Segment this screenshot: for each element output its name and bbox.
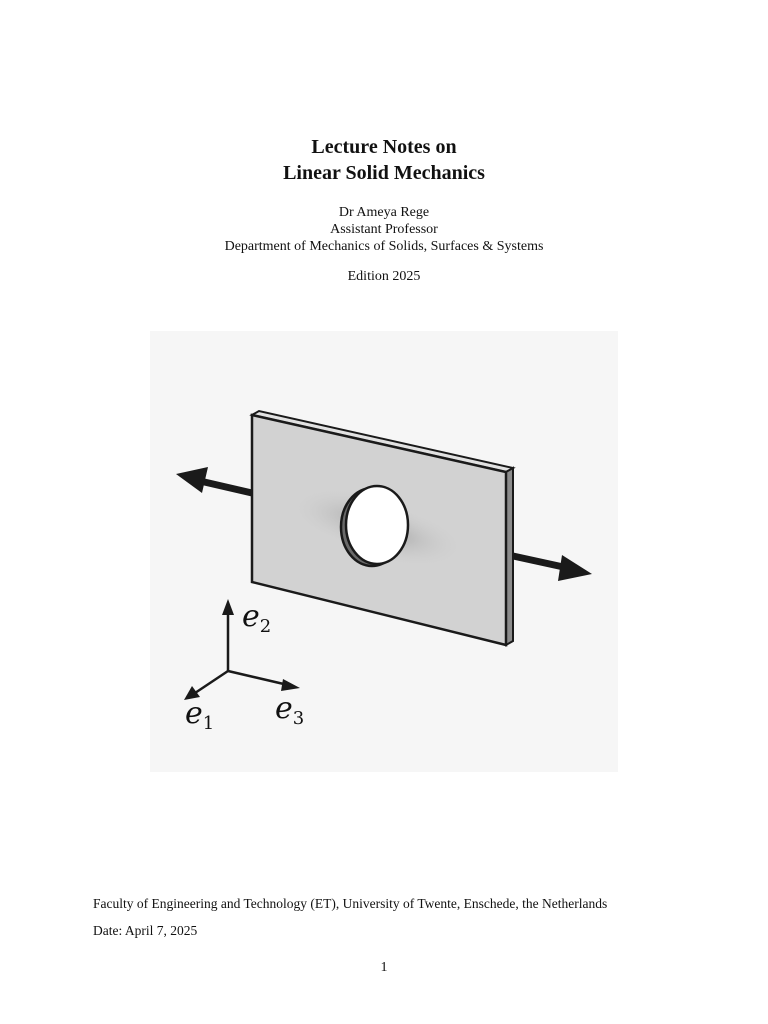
author-department: Department of Mechanics of Solids, Surfaces & Systems	[224, 239, 544, 254]
edition: Edition 2025	[347, 269, 421, 284]
affiliation: Faculty of Engineering and Technology (ET), University of Twente, Enschede, the Netherlands	[93, 896, 608, 911]
date: Date: April 7, 2025	[93, 923, 198, 938]
figure-svg	[150, 331, 618, 772]
title-line-2: Linear Solid Mechanics	[283, 162, 485, 184]
axis-label-e1: $e_1$	[185, 696, 215, 734]
axis-label-e3: $e_3$	[275, 691, 305, 729]
hole	[346, 486, 408, 564]
axis-label-e2: $e_2$	[242, 599, 272, 637]
title-line-1: Lecture Notes on	[311, 136, 457, 158]
plate-with-hole-figure	[150, 331, 618, 772]
author-name: Dr Ameya Rege	[338, 205, 430, 220]
author-position: Assistant Professor	[330, 222, 438, 237]
page-number: 1	[380, 960, 388, 975]
